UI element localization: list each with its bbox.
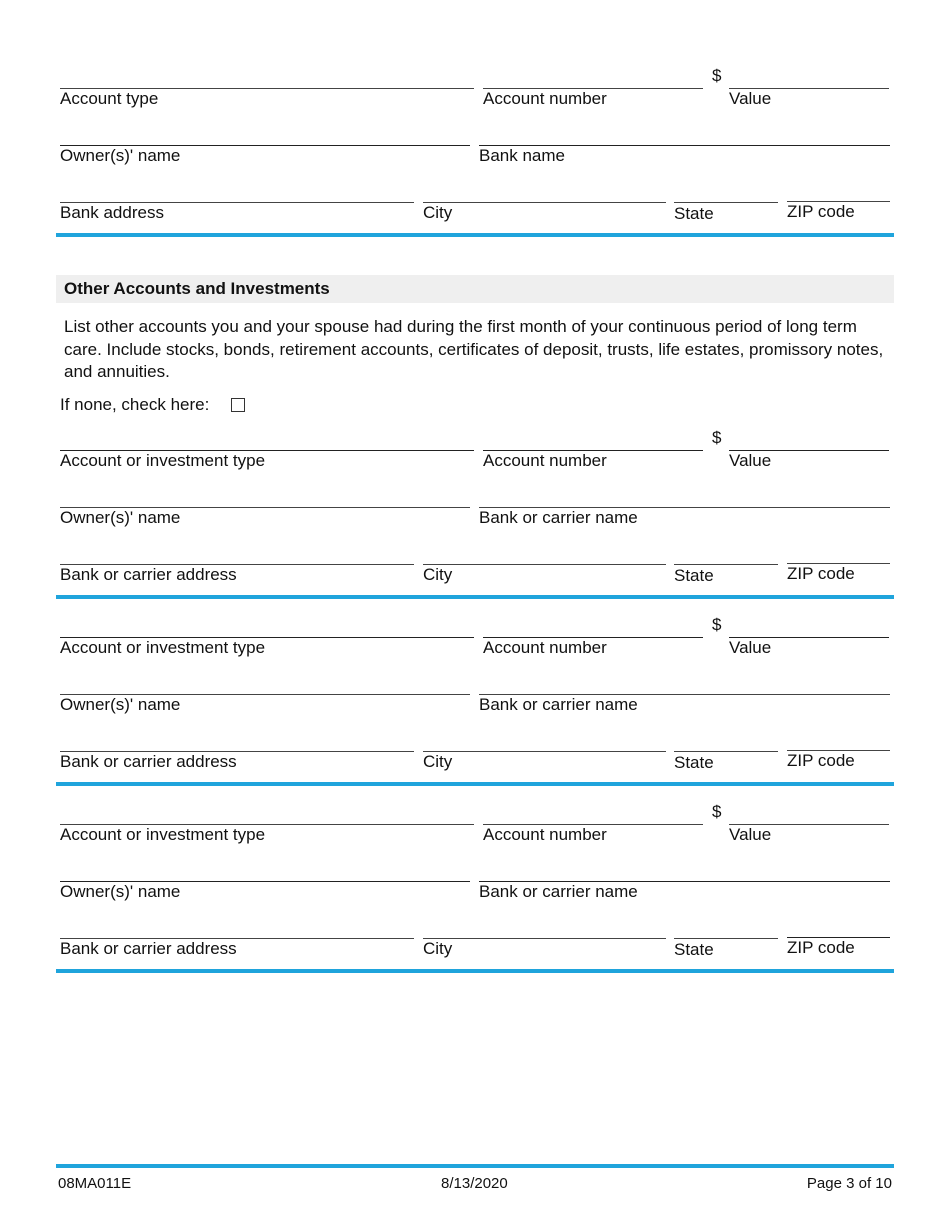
bank-name-label: Bank name (479, 146, 565, 165)
state-label: State (674, 566, 714, 585)
section-header (56, 275, 894, 303)
city-label: City (423, 939, 453, 958)
zip-label: ZIP code (787, 751, 855, 770)
account-number-label: Account number (483, 451, 607, 470)
city-field[interactable] (423, 938, 666, 939)
value-label: Value (729, 825, 772, 844)
dollar-sign: $ (712, 615, 722, 634)
state-label: State (674, 204, 714, 223)
city-label: City (423, 752, 453, 771)
account-type-label: Account or investment type (60, 451, 266, 470)
zip-label: ZIP code (787, 202, 855, 221)
page-number: Page 3 of 10 (806, 1175, 892, 1192)
city-label: City (423, 565, 453, 584)
account-number-label: Account number (483, 825, 607, 844)
none-label: If none, check here: (60, 395, 210, 414)
account-type-label: Account or investment type (60, 638, 266, 657)
form-date: 8/13/2020 (441, 1175, 508, 1192)
city-label: City (423, 203, 453, 222)
state-field[interactable] (674, 202, 778, 203)
account-number-label: Account number (483, 638, 607, 657)
none-checkbox[interactable] (231, 398, 245, 412)
dollar-sign: $ (712, 802, 722, 821)
carrier-name-label: Bank or carrier name (479, 882, 638, 901)
state-field[interactable] (674, 751, 778, 752)
carrier-address-label: Bank or carrier address (60, 939, 237, 958)
account-type-label: Account or investment type (60, 825, 266, 844)
carrier-name-label: Bank or carrier name (479, 508, 638, 527)
form-id: 08MA011E (58, 1175, 132, 1192)
dollar-sign: $ (712, 66, 722, 85)
state-field[interactable] (674, 564, 778, 565)
section-title: Other Accounts and Investments (64, 279, 330, 298)
owner-name-label: Owner(s)' name (60, 508, 181, 527)
zip-label: ZIP code (787, 938, 855, 957)
account-number-label: Account number (483, 89, 607, 108)
carrier-name-label: Bank or carrier name (479, 695, 638, 714)
entry-divider (56, 595, 894, 599)
state-label: State (674, 940, 714, 959)
value-label: Value (729, 638, 772, 657)
footer-rule (56, 1164, 894, 1168)
dollar-sign: $ (712, 428, 722, 447)
owner-name-label: Owner(s)' name (60, 882, 181, 901)
carrier-address-label: Bank or carrier address (60, 565, 237, 584)
zip-label: ZIP code (787, 564, 855, 583)
section-divider (56, 233, 894, 237)
carrier-address-label: Bank or carrier address (60, 752, 237, 771)
city-field[interactable] (423, 202, 666, 203)
entry-divider (56, 782, 894, 786)
section-description: List other accounts you and your spouse had during the first month of your continuous period of long term care. Include stocks, bonds, retirement accounts, certificates of deposit, trusts, life estates, promissory notes, and annuities. (64, 317, 884, 381)
bank-address-label: Bank address (60, 203, 164, 222)
value-label: Value (729, 451, 772, 470)
entry-divider (56, 969, 894, 973)
account-type-label: Account type (60, 89, 159, 108)
value-label: Value (729, 89, 772, 108)
city-field[interactable] (423, 751, 666, 752)
owner-name-label: Owner(s)' name (60, 146, 181, 165)
city-field[interactable] (423, 564, 666, 565)
state-field[interactable] (674, 938, 778, 939)
state-label: State (674, 753, 714, 772)
owner-name-label: Owner(s)' name (60, 695, 181, 714)
